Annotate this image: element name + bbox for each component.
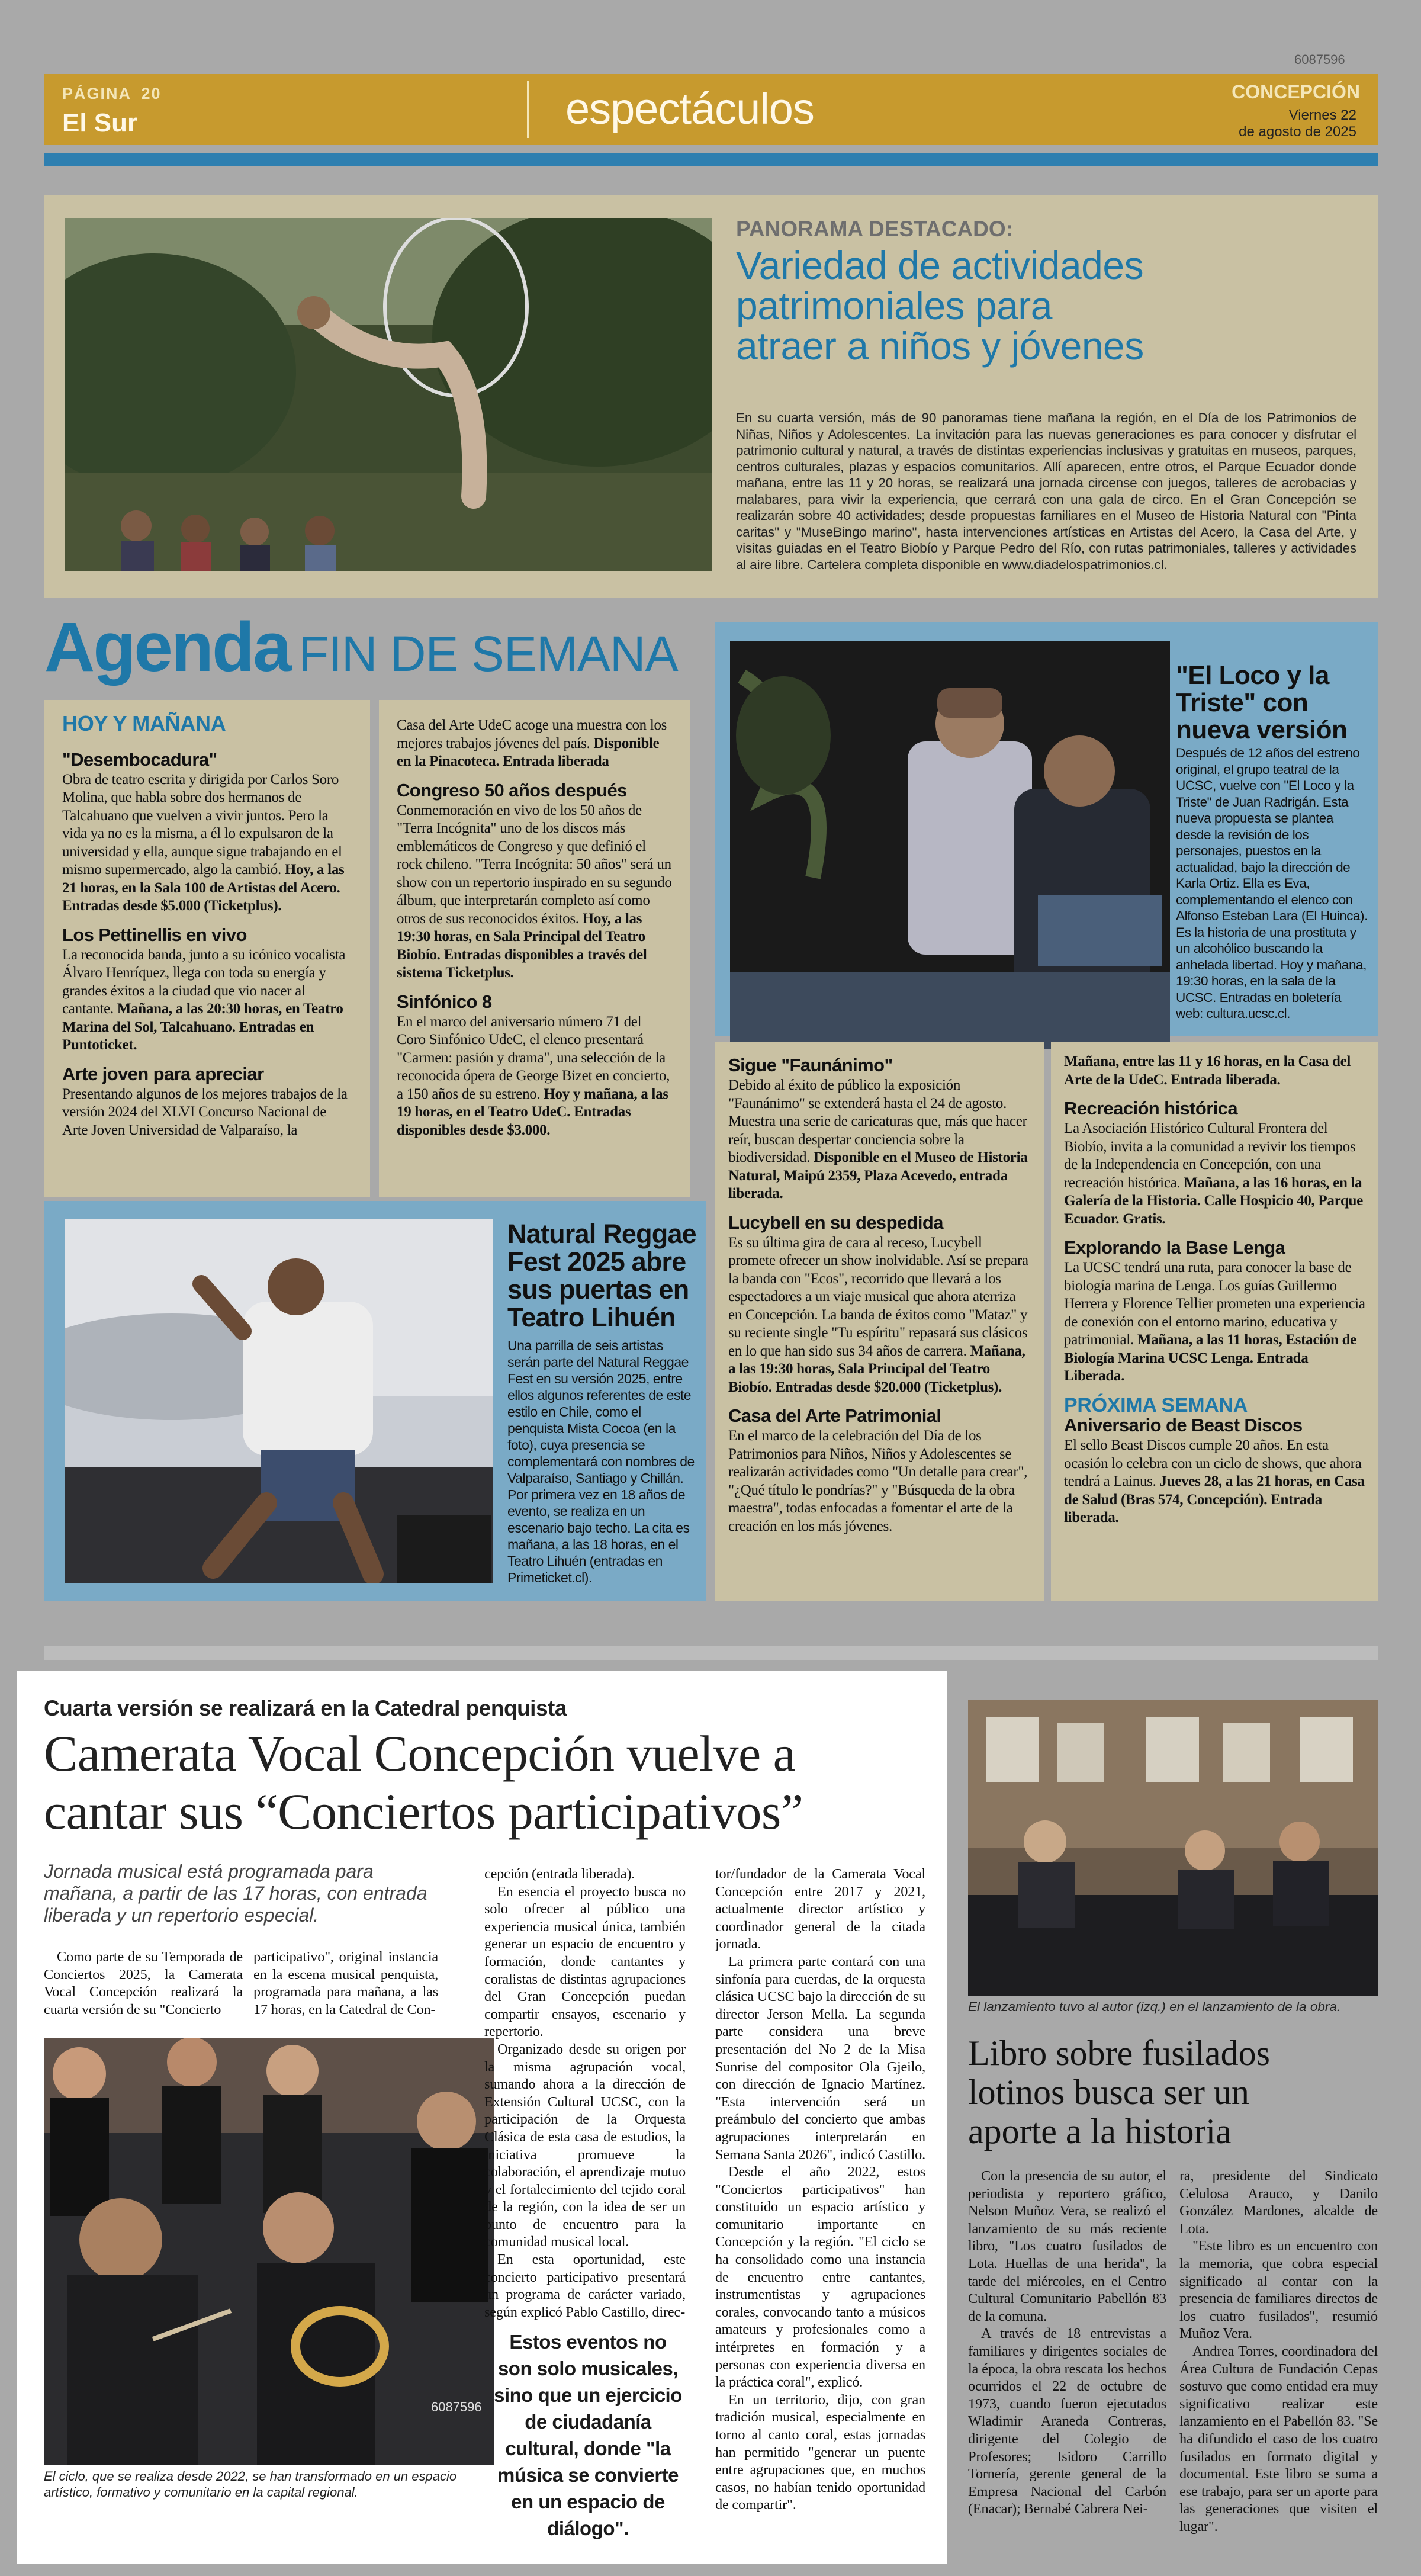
- agenda-col2-item-info: Hoy, a las 19:30 horas, en Sala Principal del Teatro Biobío. Entradas disponibles a través del sistema Ticketplus.: [397, 910, 647, 981]
- agenda-col-3-list: [728, 1054, 1031, 1536]
- agenda-col2-item: [397, 991, 672, 1140]
- agenda-col-4b-list: [1064, 1414, 1365, 1527]
- header-blue-rule: [44, 153, 1378, 166]
- agenda-col2-item-info: Hoy y mañana, a las 19 horas, en el Teatro UdeC. Entradas disponibles desde $3.000.: [397, 1085, 668, 1138]
- agenda-col1-item: [62, 749, 352, 916]
- agenda-col3-item-info: Mañana, a las 19:30 horas, Sala Principal del Teatro Biobío. Entradas desde $20.000 (Ticketplus).: [728, 1342, 1025, 1395]
- agenda-col3-item: [728, 1212, 1031, 1397]
- reggae-title-line-2: Fest 2025 abre: [507, 1247, 686, 1277]
- agenda-col3-item-text: [728, 1234, 1031, 1397]
- loco-box: [715, 622, 1378, 1036]
- camerata-col3-p3: Desde el año 2022, estos "Conciertos participativos" han constituido un espacio artístico y comunitario importante en Concepción y la región. "El ciclo se ha consolidado como una instancia de encuentro entre cantantes, instrumentistas y agrupaciones corales, convocando tanto a músicos amateurs y profesionales como a intérpretes en formación y a personas con experiencia diversa en la práctica coral", explicó.: [715, 2164, 925, 2391]
- book-launch-photo: [968, 1700, 1378, 1996]
- panorama-title: [736, 245, 1352, 366]
- theater-actors-photo: [730, 641, 1170, 1049]
- agenda-col1-item-title: Los Pettinellis en vivo: [62, 924, 247, 945]
- libro-caption: El lanzamiento tuvo al autor (izq.) en el lanzamiento de la obra.: [968, 1999, 1341, 2014]
- agenda-col2-item-desc: Casa del Arte UdeC acoge una muestra con los mejores trabajos jóvenes del país.: [397, 717, 667, 751]
- agenda-col-1-list: [62, 749, 352, 1140]
- agenda-col3-item-desc: En el marco de la celebración del Día de los Patrimonios para Niños, Niños y Adolescentes se realizarán actividades como "Un detalle para crear", "¿Qué título le pondrías?" y "Búsqueda de la obra maestra", todas enfocadas a fomentar el arte de la creación en los más jóvenes.: [728, 1428, 1028, 1534]
- agenda-col2-item-info: Disponible en la Pinacoteca. Entrada liberada: [397, 735, 660, 769]
- camerata-photo-id: 6087596: [431, 2400, 482, 2414]
- agenda-col3-item-title: Sigue "Faunánimo": [728, 1055, 893, 1075]
- loco-title: [1176, 662, 1371, 744]
- agenda-title-main: Agenda: [44, 608, 290, 686]
- libro-title-line-2: lotinos busca ser un: [968, 2073, 1249, 2112]
- agenda-col3-item-desc: Es su última gira de cara al receso, Lucybell promete ofrecer un show inolvidable. Así se prepara la banda con "Ecos", recorrido que llevará a los espectadores a un viaje musical que ahora aterriza en Concepción. La banda de éxitos como "Mataz" y su reciente single "Tu espíritu" repasará sus clásicos en lo que han sido sus 34 años de carrera.: [728, 1234, 1028, 1359]
- camerata-title-line-2: cantar sus “Conciertos participativos”: [44, 1783, 803, 1840]
- reggae-text: Una parrilla de seis artistas serán parte del Natural Reggae Fest en su versión 2025, entre ellos algunos referentes de este estilo en Chile, como el penquista Mista Cocoa (en la foto), cuya presencia se complementará con nombres de Valparaíso, Santiago y Chillán. Por primera vez en 18 años de evento, se realiza en un escenario bajo techo. La cita es mañana, a las 18 horas, en el Teatro Lihuén (entradas en Primeticket.cl).: [507, 1338, 695, 1585]
- loco-title-line-2: Triste" con: [1176, 688, 1309, 717]
- agenda-col-3: [715, 1042, 1044, 1601]
- reggae-title: [507, 1220, 703, 1331]
- agenda-col4b-item-desc: El sello Beast Discos cumple 20 años. En esta ocasión lo celebra con un ciclo de shows, que ahora tendrá a Lainus.: [1064, 1437, 1362, 1489]
- loco-text-info: Hoy y mañana, 19:30 horas, en la sala de la UCSC. Entradas en boletería web: cultura.ucsc.cl.: [1176, 957, 1367, 1021]
- loco-title-line-3: nueva versión: [1176, 715, 1348, 744]
- libro-title: [968, 2034, 1378, 2151]
- paper-name: El Sur: [62, 108, 138, 137]
- camerata-title-line-1: Camerata Vocal Concepción vuelve a: [44, 1725, 796, 1782]
- camerata-title: [44, 1724, 932, 1841]
- camerata-deck: Jornada musical está programada para mañana, a partir de las 17 horas, con entrada liberada y un repertorio especial.: [44, 1861, 427, 1926]
- reggae-title-line-3: sus puertas en: [507, 1274, 689, 1305]
- camerata-col1a: [44, 1948, 243, 2018]
- header-divider: [527, 81, 529, 138]
- panorama-title-line-1: Variedad de actividades: [736, 243, 1144, 287]
- agenda-col4-item-text: [1064, 1259, 1365, 1386]
- camerata-col3-p1: tor/fundador de la Camerata Vocal Concepción entre 2017 y 2021, actualmente director artístico y coordinador general de la citada jornada.: [715, 1866, 925, 1952]
- city-label: CONCEPCIÓN: [1232, 81, 1360, 102]
- loco-text-body: Después de 12 años del estreno original, el grupo teatral de la UCSC, vuelve con "El Loco y la Triste" de Juan Radrigán. Esta nueva propuesta se plantea desde la revisión de los personajes, puestos en la actualidad, bajo la dirección de Karla Ortiz. Ella es Eva, complementando el elenco con Alfonso Esteban Lara (El Huinca). Es la historia de una prostituta y un alcohólico buscando la anhelada libertad.: [1176, 746, 1368, 972]
- agenda-col2-item-text: [397, 717, 672, 771]
- agenda-col2-item-title: Sinfónico 8: [397, 991, 492, 1012]
- agenda-col3-item-title: Lucybell en su despedida: [728, 1212, 943, 1233]
- libro-title-line-1: Libro sobre fusilados: [968, 2034, 1270, 2073]
- camerata-article: [17, 1671, 947, 2564]
- reggae-box: [44, 1201, 706, 1601]
- page-header: [44, 74, 1378, 145]
- panorama-box: [44, 195, 1378, 598]
- orchestra-photo: [44, 2038, 494, 2465]
- agenda-col1-item-desc: La reconocida banda, junto a su icónico vocalista Álvaro Henríquez, llega con toda su energía y grandes éxitos a la ciudad que vio nacer al cantante.: [62, 946, 346, 1017]
- reggae-title-line-1: Natural Reggae: [507, 1219, 696, 1249]
- agenda-col4b-item-info: Jueves 28, a las 21 horas, en Casa de Salud (Bras 574, Concepción). Entrada liberada.: [1064, 1473, 1365, 1525]
- libro-col2-p1: ra, presidente del Sindicato Celulosa Arauco, y Danilo González Mardones, alcalde de Lota.: [1179, 2168, 1378, 2237]
- camerata-photo: [44, 2038, 494, 2465]
- agenda-col1-item-title: Arte joven para apreciar: [62, 1063, 264, 1084]
- hoy-heading: HOY Y MAÑANA: [62, 711, 226, 735]
- agenda-col1-item-info: Mañana, a las 20:30 horas, en Teatro Marina del Sol, Talcahuano. Entradas en Puntoticket.: [62, 1001, 343, 1053]
- agenda-col1-item-title: "Desembocadura": [62, 749, 217, 770]
- agenda-title-sub: FIN DE SEMANA: [298, 626, 678, 682]
- agenda-col4-item: [1064, 1236, 1365, 1386]
- camerata-col2-p3: Organizado desde su origen por la misma agrupación vocal, sumando ahora a la dirección de Extensión Cultural UCSC, con la participación de la Orquesta Clásica de esta casa de estudios, la iniciativa promueve la colaboración, el aprendizaje mutuo y el fortalecimiento del tejido coral de la región, con la idea de ser un punto de encuentro para la comunidad musical local.: [484, 2041, 686, 2250]
- agenda-col4-item-info: Mañana, entre las 11 y 16 horas, en la Casa del Arte de la UdeC. Entrada liberada.: [1064, 1053, 1351, 1088]
- camerata-col3-p4: En un territorio, dijo, con gran tradición musical, especialmente en torno al canto coral, estas jornadas han permitido "generar un puente entre agrupaciones que, en muchos casos, no habían tenido oportunidad de compartir".: [715, 2391, 925, 2513]
- agenda-col2-item-title: Congreso 50 años después: [397, 779, 627, 801]
- date-line-1: Viernes 22: [1288, 107, 1356, 123]
- agenda-col3-item-text: [728, 1077, 1031, 1203]
- libro-col1-p1: Con la presencia de su autor, el periodista y reportero gráfico, Nelson Muñoz Vera, se realizó el lanzamiento de su más reciente libro, "Los cuatro fusilados de Lota. Huellas de una herida", la tarde del miércoles, en el Centro Cultural Comunitario Pabellón 83 de la comuna.: [968, 2168, 1166, 2324]
- agenda-col1-item-desc: Obra de teatro escrita y dirigida por Carlos Soro Molina, que habla sobre dos hermanos de Talcahuano que vuelven a vivir juntos. Pero la vida ya no es la misma, a él lo expulsaron de la universidad y ella, aunque sigue trabajando en el mismo supermercado, algo la cambió.: [62, 771, 342, 878]
- agenda-col-4-list: [1064, 1053, 1365, 1386]
- loco-title-line-1: "El Loco y la: [1176, 661, 1329, 690]
- panorama-title-line-2: patrimoniales para: [736, 284, 1052, 327]
- page-label: [62, 85, 162, 103]
- loco-text: [1176, 745, 1371, 1022]
- libro-title-line-3: aporte a la historia: [968, 2112, 1232, 2151]
- agenda-col4b-item-title: Aniversario de Beast Discos: [1064, 1415, 1303, 1435]
- agenda-col4b-item: [1064, 1414, 1365, 1527]
- libro-col1: [968, 2167, 1166, 2518]
- reggae-photo: [65, 1219, 493, 1583]
- page-id: 6087596: [1294, 52, 1345, 67]
- camerata-col2: [484, 1865, 686, 2321]
- date-line-2: de agosto de 2025: [1239, 124, 1356, 140]
- agenda-col1-item-text: [62, 946, 352, 1055]
- agenda-col1-item: [62, 1063, 352, 1140]
- agenda-col2-item-desc: En el marco del aniversario número 71 del Coro Sinfónico UdeC, el elenco presentará "Carmen: pasión y drama", una selección de la reconocida ópera de George Bizet en concierto, a 150 años de su estreno.: [397, 1013, 670, 1102]
- agenda-col4-item: [1064, 1053, 1365, 1089]
- panorama-body: En su cuarta versión, más de 90 panoramas tiene mañana la región, en el Día de los Patrimonios de Niñas, Niños y Adolescentes. La invitación para las nuevas generaciones es para conocer y disfrutar el patrimonio cultural y natural, a través de distintas experiencias inclusivas y gratuitas en museos, parques, centros culturales, plazas y espacios comunitarios. Allí aparecen, entre otros, el Parque Ecuador donde mañana, entre las 11 y 20 horas, se realizará una jornada circense con juegos, talleres de acrobacias y malabares, para vivir la experiencia, que cerrará con una gala de circo. En el Gran Concepción se realizarán sobre 40 actividades; desde propuestas familiares en el Museo de Historia Natural con "Pinta caritas" y "MuseBingo marino", hasta intervenciones artísticas en Artistas del Acero, la Casa del Arte, y visitas guiadas en el Teatro Biobío y Parque Pedro del Río, con rutas patrimoniales, talleres y actividades al aire libre. Cartelera completa disponible en www.diadelospatrimonios.cl.: [736, 410, 1356, 572]
- libro-article: [953, 1671, 1380, 2564]
- section-separator: [44, 1646, 1378, 1660]
- agenda-col3-item-title: Casa del Arte Patrimonial: [728, 1405, 941, 1426]
- agenda-col1-item-text: [62, 1085, 352, 1140]
- agenda-col4-item-title: Recreación histórica: [1064, 1098, 1237, 1119]
- agenda-col4-item-text: [1064, 1053, 1365, 1089]
- agenda-col3-item: [728, 1405, 1031, 1536]
- camerata-col1a-text: Como parte de su Temporada de Conciertos 2025, la Camerata Vocal Concepción realizará la cuarta versión de su "Concierto: [44, 1949, 243, 2018]
- agenda-col4-item-text: [1064, 1120, 1365, 1228]
- camerata-col3-p2: La primera parte contará con una sinfonía para cuerdas, de la orquesta clásica UCSC bajo la dirección de su director Jerson Mella. La segunda parte considera una breve presentación del No 2 de la Misa Sunrise del compositor Ola Gjeilo, con dirección de Ignacio Martínez. "Esta intervención será un preámbulo del concierto que ambas agrupaciones interpretarán en Semana Santa 2026", indicó Castillo.: [715, 1953, 925, 2163]
- proxima-heading: PRÓXIMA SEMANA: [1064, 1393, 1248, 1417]
- camerata-quote: Estos eventos no son solo musicales, sino que un ejercicio de ciudadanía cultural, donde "la música se convierte en un espacio de diálogo".: [494, 2331, 682, 2539]
- agenda-col-2: [379, 700, 690, 1197]
- panorama-kicker: PANORAMA DESTACADO:: [736, 217, 1013, 241]
- agenda-col2-item: [397, 717, 672, 771]
- agenda-col4-item-desc: La UCSC tendrá una ruta, para conocer la base de biología marina de Lenga. Los guías Guillermo Herrera y Florence Tellier prometen una experiencia de conexión con el entorno marino, educativa y patrimonial.: [1064, 1260, 1365, 1348]
- agenda-col-4: [1051, 1042, 1378, 1601]
- libro-col2-p2: "Este libro es un encuentro con la memoria, que cobra especial significado al contar con la presencia de familiares directos de los cuatro fusilados", resumió Muñoz Vera.: [1179, 2238, 1378, 2342]
- camerata-kicker: Cuarta versión se realizará en la Catedral penquista: [44, 1696, 567, 1720]
- section-title: espectáculos: [565, 84, 814, 133]
- page-number: 20: [141, 85, 162, 102]
- reggae-title-line-4: Teatro Lihuén: [507, 1302, 676, 1332]
- agenda-col4-item-info: Mañana, a las 11 horas, Estación de Biología Marina UCSC Lenga. Entrada Liberada.: [1064, 1332, 1356, 1384]
- agenda-col4-item-desc: La Asociación Histórico Cultural Frontera del Biobío, invita a la comunidad a revivir los tiempos de la Independencia en Concepción, con una recreación histórica.: [1064, 1120, 1356, 1191]
- libro-col2: [1179, 2167, 1378, 2535]
- aerial-acrobat-photo: [65, 218, 712, 571]
- camerata-caption: El ciclo, que se realiza desde 2022, se han transformado en un espacio artístico, formativo y comunitario en la capital regional.: [44, 2469, 457, 2500]
- agenda-col4-item-info: Mañana, a las 16 horas, en la Galería de la Historia. Calle Hospicio 40, Parque Ecuador. Gratis.: [1064, 1174, 1363, 1227]
- agenda-title: [44, 607, 678, 688]
- agenda-col4-item: [1064, 1097, 1365, 1228]
- agenda-col2-item-desc: Conmemoración en vivo de los 50 años de "Terra Incógnita" uno de los discos más emblemáticos de Congreso y que definió el rock chileno. "Terra Incógnita: 50 años" será un show con un repertorio inspirado en su segundo álbum, que interpretarán completo así como otros de sus reconocidos éxitos.: [397, 802, 672, 927]
- agenda-col4-item-title: Explorando la Base Lenga: [1064, 1237, 1285, 1258]
- agenda-col-2-list: [397, 717, 672, 1139]
- agenda-col1-item-text: [62, 771, 352, 916]
- camerata-col3: [715, 1865, 925, 2514]
- agenda-col1-item: [62, 924, 352, 1055]
- agenda-col3-item: [728, 1054, 1031, 1203]
- agenda-col3-item-info: Disponible en el Museo de Historia Natural, Maipú 2359, Plaza Acevedo, entrada liberada.: [728, 1149, 1028, 1202]
- agenda-col2-item-text: [397, 1013, 672, 1140]
- panorama-photo: [65, 218, 712, 571]
- libro-col2-p3: Andrea Torres, coordinadora del Área Cultura de Fundación Cepas sostuvo que como entidad era muy significativo realizar este lanzamiento en el Pabellón 83. "Se ha difundido el caso de los cuatro fusilados en formato digital y documental. Este libro se suma a ese trabajo, para ser un aporte para las generaciones que visiten el lugar".: [1179, 2343, 1378, 2535]
- agenda-col-1: [44, 700, 370, 1197]
- agenda-col3-item-desc: Debido al éxito de público la exposición "Faunánimo" se extenderá hasta el 24 de agosto. Muestra una serie de caricaturas que, más que hacer reír, buscan despertar conciencia sobre la biodiversidad.: [728, 1077, 1027, 1165]
- agenda-col2-item: [397, 779, 672, 982]
- camerata-col2-p1: cepción (entrada liberada).: [484, 1866, 635, 1882]
- loco-photo: [730, 641, 1170, 1049]
- agenda-col1-item-desc: Presentando algunos de los mejores trabajos de la versión 2024 del XLVI Concurso Nacional de Arte Joven Universidad de Valparaíso, la: [62, 1085, 348, 1138]
- agenda-col2-item-text: [397, 802, 672, 982]
- camerata-col1b: [253, 1948, 438, 2018]
- camerata-col1b-text: participativo", original instancia en la escena musical penquista, programada para mañana, a las 17 horas, en la Catedral de Con-: [253, 1949, 438, 2018]
- agenda-col4b-item-text: [1064, 1437, 1365, 1527]
- camerata-col2-p2: En esencia el proyecto busca no solo ofrecer al público una experiencia musical única, también generar un espacio de encuentro y formación, donde cantantes y coralistas de distintas agrupaciones del Gran Concepción puedan compartir ensayos, escenario y repertorio.: [484, 1883, 686, 2040]
- agenda-col1-item-info: Hoy, a las 21 horas, en la Sala 100 de Artistas del Acero. Entradas desde $5.000 (Ticketplus).: [62, 862, 345, 914]
- libro-photo: [968, 1700, 1378, 1996]
- libro-col1-p2: A través de 18 entrevistas a familiares y dirigentes sociales de la época, la obra rescata los hechos ocurridos el 22 de octubre de 1973, cuando fueron ejecutados Wladimir Araneda Contreras, dirigente del Colegio de Profesores; Isidoro Carrillo Tornería, gerente general de la Empresa Nacional del Carbón (Enacar); Bernabé Cabrera Nei-: [968, 2326, 1166, 2517]
- reggae-singer-photo: [65, 1219, 493, 1583]
- panorama-title-line-3: atraer a niños y jóvenes: [736, 324, 1144, 368]
- page-label-text: PÁGINA: [62, 85, 131, 102]
- camerata-col2-p4: En esta oportunidad, este concierto participativo presentará un programa de carácter variado, según explicó Pablo Castillo, direc-: [484, 2251, 686, 2320]
- agenda-col3-item-text: [728, 1427, 1031, 1536]
